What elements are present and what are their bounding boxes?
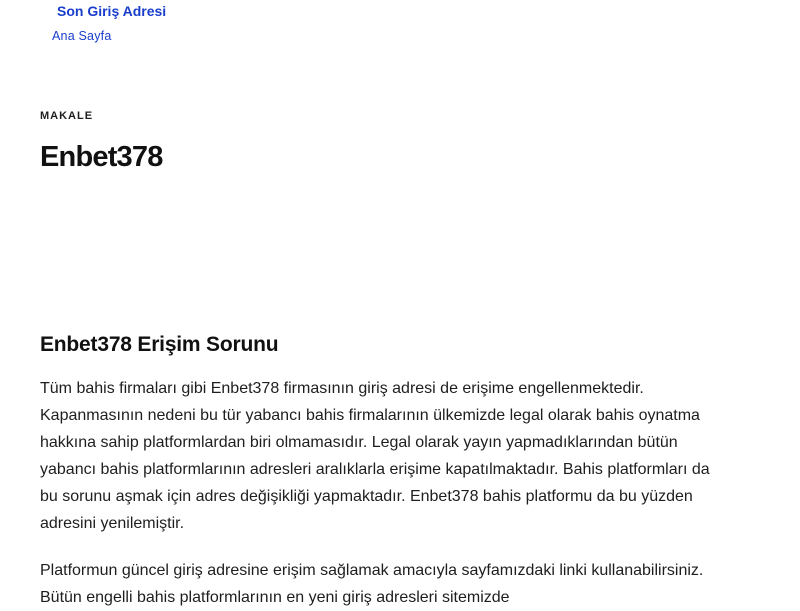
nav-home-link[interactable]: Ana Sayfa	[52, 29, 112, 43]
section-heading: Enbet378 Erişim Sorunu	[40, 333, 279, 356]
paragraph-erisim-sorunu: Tüm bahis firmaları gibi Enbet378 firmasının giriş adresi de erişime engellenmektedir. Kapanmasının nedeni bu tür yabancı bahis firmalarının ülkemizde legal olarak bahis oynatma hakkına sahip platformlardan biri olmamasıdır. Legal olarak yayın yapmadıklarından bütün yabancı bahis platformlarının adresleri aralıklarla erişime kapatılmaktadır. Bahis platformları da bu sorunu aşmak için adres değişikliği yapmaktadır. Enbet378 bahis platformu da bu yüzden adresini yenilemiştir.	[40, 380, 710, 532]
post-title: Enbet378	[40, 141, 163, 173]
paragraph-guncel-giris: Platformun güncel giriş adresine erişim sağlamak amacıyla sayfamızdaki linki kullanabilirsiniz. Bütün engelli bahis platformlarının en yeni giriş adresleri sitemizde	[40, 562, 704, 606]
site-title-link[interactable]: Son Giriş Adresi	[57, 3, 167, 19]
category-label: MAKALE	[40, 110, 94, 122]
